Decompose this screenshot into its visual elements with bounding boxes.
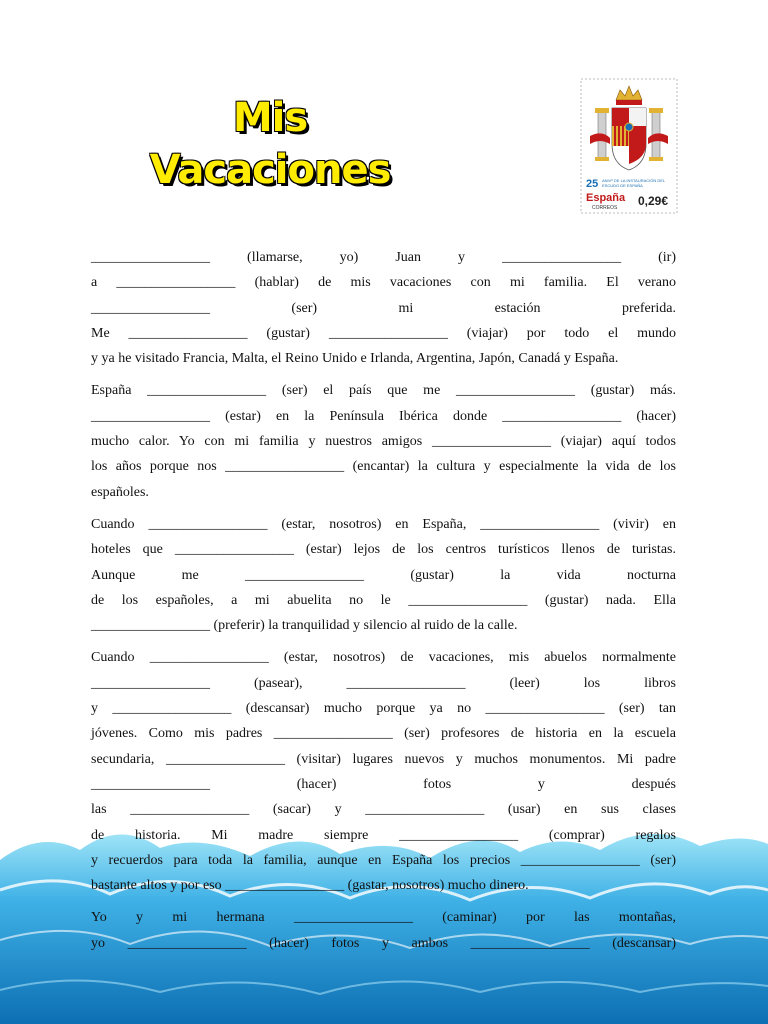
stamp-post-label: CORREOS (592, 205, 618, 211)
spain-stamp-image (580, 78, 678, 214)
paragraph (91, 905, 676, 956)
text-line: Me _________________ (gustar) _________________ (viajar) por todo el mundo (91, 325, 676, 341)
text-line: _________________ (hacer) fotos y después (91, 776, 676, 792)
text-line: y recuerdos para toda la familia, aunque en España los precios _________________ (ser) (91, 852, 676, 868)
text-line: de historia. Mi madre siempre _________________ (comprar) regalos (91, 827, 676, 843)
stamp-value: 0,29€ (638, 194, 669, 208)
paragraph (91, 645, 676, 898)
worksheet-body (91, 245, 676, 963)
text-line: mucho calor. Yo con mi familia y nuestros amigos _________________ (viajar) aquí todos (91, 434, 676, 450)
text-line: Yo y mi hermana _________________ (caminar) por las montañas, (91, 910, 676, 926)
text-line: y _________________ (descansar) mucho porque ya no _________________ (ser) tan (91, 701, 676, 717)
stamp-anniversary-number: 25 (586, 178, 599, 190)
text-line: _________________ (llamarse, yo) Juan y _________________ (ir) (91, 250, 676, 265)
text-line: Cuando _________________ (estar, nosotros) en España, _________________ (vivir) en (91, 516, 676, 532)
worksheet-title (120, 92, 420, 196)
text-line: de los españoles, a mi abuelita no le _________________ (gustar) nada. Ella (91, 592, 676, 608)
paragraph (91, 512, 676, 638)
stamp-country: España (586, 192, 626, 204)
text-line: yo _________________ (hacer) fotos y ambos _________________ (descansar) (91, 935, 676, 951)
text-line: Aunque me _________________ (gustar) la vida nocturna (91, 567, 676, 583)
text-line: los años porque nos _________________ (encantar) la cultura y especialmente la vida de los (91, 459, 676, 475)
text-line: hoteles que _________________ (estar) lejos de los centros turísticos llenos de turistas. (91, 542, 676, 558)
text-line: _________________ (preferir) la tranquilidad y silencio al ruido de la calle. (91, 618, 518, 634)
title-line-1: Mis (232, 95, 308, 141)
text-line: jóvenes. Como mis padres _________________ (ser) profesores de historia en la escuela (91, 726, 676, 742)
text-line: Cuando _________________ (estar, nosotros) de vacaciones, mis abuelos normalmente (91, 650, 676, 666)
paragraph (91, 245, 676, 371)
paragraph (91, 378, 676, 504)
stamp-caption: ANIVº DE LA INSTAURACIÓN DEL ESCUDO DE ESPAÑA (602, 178, 666, 188)
text-line: _________________ (ser) mi estación preferida. (91, 300, 676, 316)
text-line: y ya he visitado Francia, Malta, el Reino Unido e Irlanda, Argentina, Japón, Canadá y España. (91, 351, 619, 367)
text-line: secundaria, _________________ (visitar) lugares nuevos y muchos monumentos. Mi padre (91, 751, 676, 767)
text-line: _________________ (estar) en la Península Ibérica donde _________________ (hacer) (91, 408, 676, 424)
text-line: _________________ (pasear), _________________ (leer) los libros (91, 675, 676, 691)
text-line: España _________________ (ser) el país que me _________________ (gustar) más. (91, 383, 676, 399)
text-line: bastante altos y por eso _________________ (gastar, nosotros) mucho dinero. (91, 878, 529, 894)
text-line: las _________________ (sacar) y _________________ (usar) en sus clases (91, 802, 676, 818)
title-line-2: Vacaciones (149, 147, 391, 193)
text-line: españoles. (91, 484, 149, 500)
text-line: a _________________ (hablar) de mis vacaciones con mi familia. El verano (91, 275, 676, 291)
